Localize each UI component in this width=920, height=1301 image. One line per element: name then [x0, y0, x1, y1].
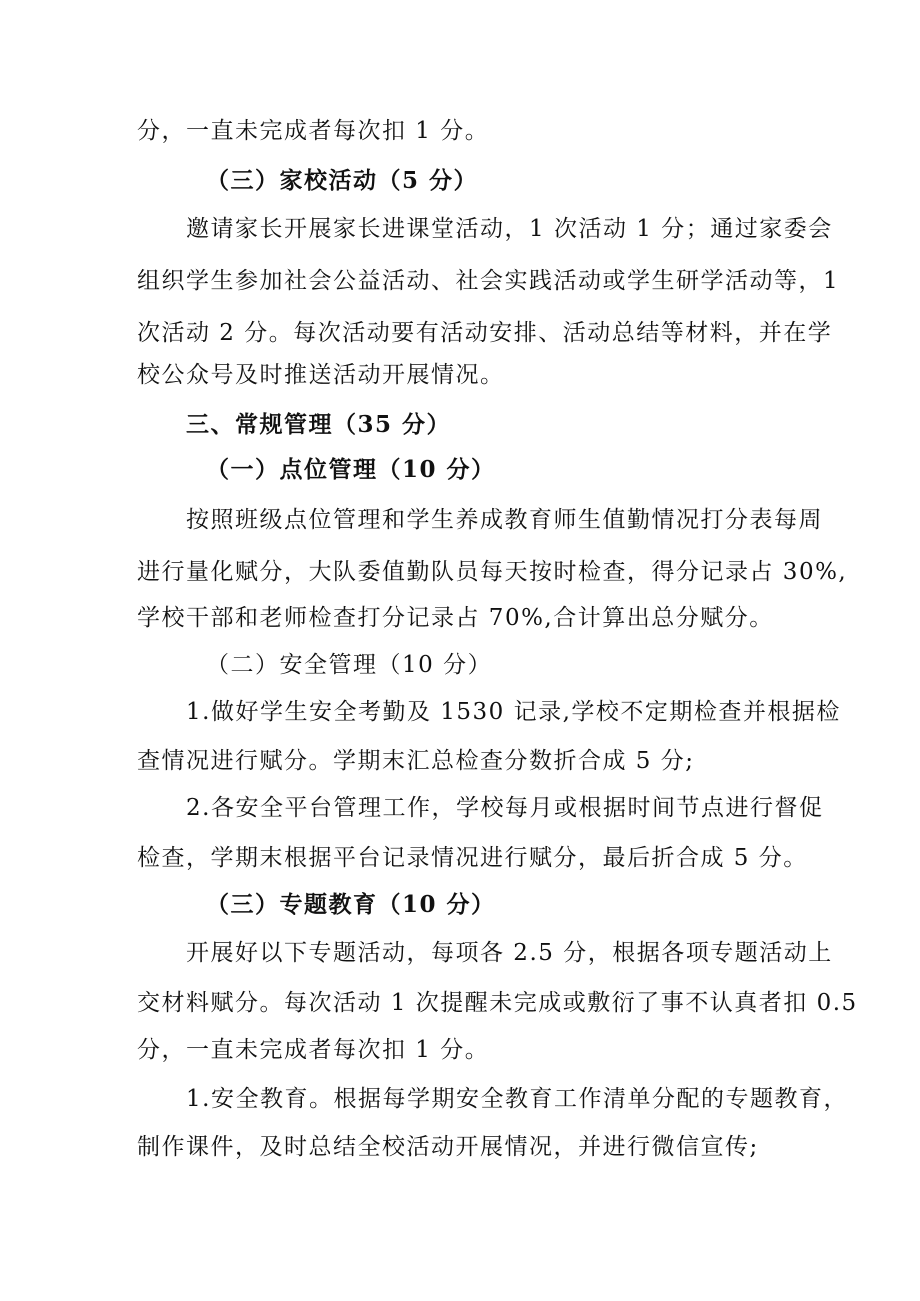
body-text-line: 查情况进行赋分。学期末汇总检查分数折合成 5 分; — [137, 748, 695, 774]
body-text-line: 1.安全教育。根据每学期安全教育工作清单分配的专题教育， — [186, 1086, 848, 1112]
section-heading: （三）专题教育（10 分） — [206, 891, 496, 918]
section-heading: （二）安全管理（10 分） — [206, 652, 493, 678]
section-heading: （三）家校活动（5 分） — [206, 167, 479, 194]
section-heading: （一）点位管理（10 分） — [206, 456, 496, 483]
body-text-line: 1.做好学生安全考勤及 1530 记录,学校不定期检查并根据检 — [186, 699, 841, 725]
body-text-line: 制作课件，及时总结全校活动开展情况，并进行微信宣传; — [137, 1134, 759, 1160]
body-text-line: 组织学生参加社会公益活动、社会实践活动或学生研学活动等，1 — [137, 268, 840, 294]
chapter-heading: 三、常规管理（35 分） — [186, 411, 452, 438]
body-text-line: 进行量化赋分，大队委值勤队员每天按时检查，得分记录占 30%, — [137, 559, 848, 585]
body-text-line: 交材料赋分。每次活动 1 次提醒未完成或敷衍了事不认真者扣 0.5 — [137, 990, 858, 1016]
body-text-line: 次活动 2 分。每次活动要有活动安排、活动总结等材料，并在学 — [137, 320, 833, 346]
body-text-line: 分，一直未完成者每次扣 1 分。 — [137, 118, 490, 144]
body-text-line: 分，一直未完成者每次扣 1 分。 — [137, 1037, 490, 1063]
body-text-line: 检查，学期末根据平台记录情况进行赋分，最后折合成 5 分。 — [137, 845, 808, 871]
body-text-line: 按照班级点位管理和学生养成教育师生值勤情况打分表每周 — [186, 507, 823, 533]
body-text-line: 邀请家长开展家长进课堂活动，1 次活动 1 分；通过家委会 — [186, 216, 833, 242]
body-text-line: 2.各安全平台管理工作，学校每月或根据时间节点进行督促 — [186, 795, 824, 821]
body-text-line: 学校干部和老师检查打分记录占 70%,合计算出总分赋分。 — [137, 605, 774, 631]
body-text-line: 校公众号及时推送活动开展情况。 — [137, 362, 505, 388]
body-text-line: 开展好以下专题活动，每项各 2.5 分，根据各项专题活动上 — [186, 940, 833, 966]
